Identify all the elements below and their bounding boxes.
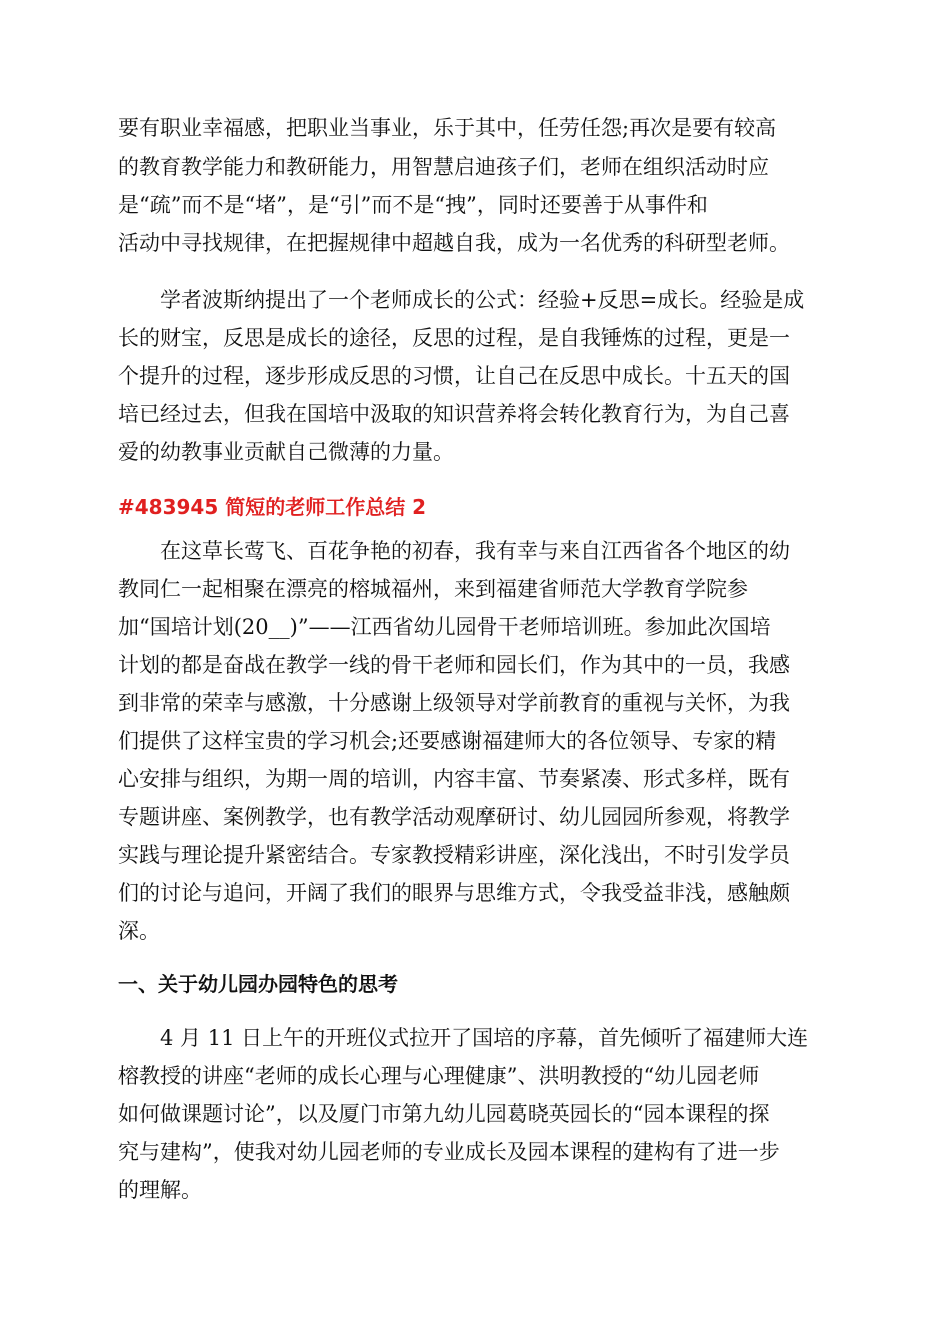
paragraph-line: 到非常的荣幸与感激，十分感谢上级领导对学前教育的重视与关怀，为我 bbox=[118, 691, 790, 715]
paragraph-line: 计划的都是奋战在教学一线的骨干老师和园长们，作为其中的一员，我感 bbox=[118, 653, 790, 677]
paragraph-line: 培已经过去，但我在国培中汲取的知识营养将会转化教育行为，为自己喜 bbox=[118, 402, 790, 426]
paragraph-line: 们的讨论与追问，开阔了我们的眼界与思维方式，令我受益非浅，感触颇 bbox=[118, 881, 790, 905]
paragraph-line: 教同仁一起相聚在漂亮的榕城福州，来到福建省师范大学教育学院参 bbox=[118, 577, 748, 601]
paragraph-line: 爱的幼教事业贡献自己微薄的力量。 bbox=[118, 440, 454, 464]
paragraph-line: 学者波斯纳提出了一个老师成长的公式：经验+反思=成长。经验是成 bbox=[160, 288, 805, 312]
subheading: 一、关于幼儿园办园特色的思考 bbox=[118, 972, 398, 996]
section-title: #483945 简短的老师工作总结 2 bbox=[118, 495, 427, 519]
paragraph-line: 的理解。 bbox=[118, 1178, 202, 1202]
paragraph-line: 如何做课题讨论”，以及厦门市第九幼儿园葛晓英园长的“园本课程的探 bbox=[118, 1102, 770, 1126]
paragraph-line: 榕教授的讲座“老师的成长心理与心理健康”、洪明教授的“幼儿园老师 bbox=[118, 1064, 760, 1088]
paragraph-line: 个提升的过程，逐步形成反思的习惯，让自己在反思中成长。十五天的国 bbox=[118, 364, 790, 388]
paragraph-line: 心安排与组织，为期一周的培训，内容丰富、节奏紧凑、形式多样，既有 bbox=[118, 767, 790, 791]
paragraph-line: 在这草长莺飞、百花争艳的初春，我有幸与来自江西省各个地区的幼 bbox=[160, 539, 790, 563]
paragraph-line: 长的财宝，反思是成长的途径，反思的过程，是自我锤炼的过程，更是一 bbox=[118, 326, 790, 350]
paragraph-line: 活动中寻找规律，在把握规律中超越自我，成为一名优秀的科研型老师。 bbox=[118, 231, 790, 255]
paragraph-line: 是“疏”而不是“堵”，是“引”而不是“拽”，同时还要善于从事件和 bbox=[118, 193, 708, 217]
paragraph-line: 的教育教学能力和教研能力，用智慧启迪孩子们，老师在组织活动时应 bbox=[118, 155, 769, 179]
paragraph-line: 专题讲座、案例教学，也有教学活动观摩研讨、幼儿园园所参观，将教学 bbox=[118, 805, 790, 829]
paragraph-line: 们提供了这样宝贵的学习机会;还要感谢福建师大的各位领导、专家的精 bbox=[118, 729, 777, 753]
paragraph-line: 加“国培计划(20__)”——江西省幼儿园骨干老师培训班。参加此次国培 bbox=[118, 615, 771, 639]
paragraph-line: 深。 bbox=[118, 919, 160, 943]
paragraph-line: 4 月 11 日上午的开班仪式拉开了国培的序幕，首先倾听了福建师大连 bbox=[160, 1026, 809, 1050]
paragraph-line: 究与建构”，使我对幼儿园老师的专业成长及园本课程的建构有了进一步 bbox=[118, 1140, 780, 1164]
paragraph-line: 实践与理论提升紧密结合。专家教授精彩讲座，深化浅出，不时引发学员 bbox=[118, 843, 790, 867]
paragraph-line: 要有职业幸福感，把职业当事业，乐于其中，任劳任怨;再次是要有较高 bbox=[118, 116, 777, 140]
